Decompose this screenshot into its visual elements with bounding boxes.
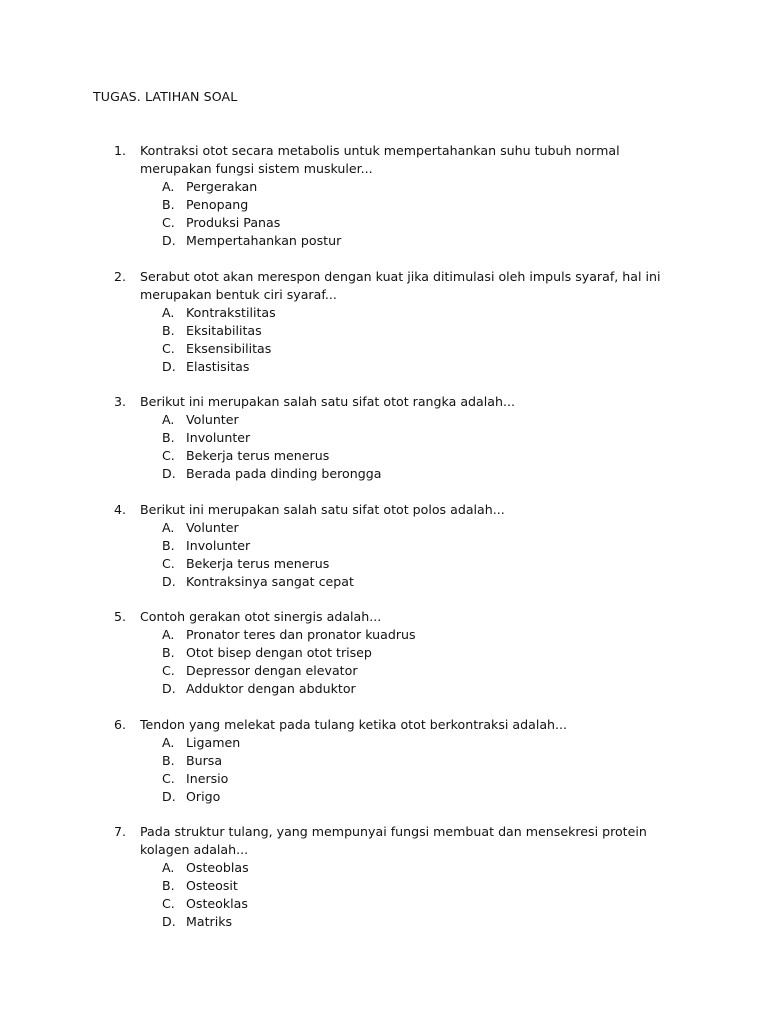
option-text: Kontraksinya sangat cepat bbox=[186, 573, 354, 589]
option-text: Osteoklas bbox=[186, 896, 248, 911]
answer-options bbox=[0, 859, 768, 931]
question-text: Contoh gerakan otot sinergis adalah... bbox=[140, 609, 382, 624]
option-letter: A. bbox=[162, 627, 175, 642]
answer-option bbox=[0, 913, 768, 931]
option-letter: C. bbox=[162, 340, 175, 356]
option-letter: B. bbox=[162, 878, 175, 893]
option-letter: C. bbox=[162, 663, 175, 678]
option-text: Involunter bbox=[186, 430, 251, 445]
question-text: Berikut ini merupakan salah satu sifat otot polos adalah... bbox=[140, 501, 505, 517]
answer-option bbox=[0, 662, 768, 680]
option-text: Eksensibilitas bbox=[186, 340, 272, 356]
question-item bbox=[0, 268, 768, 376]
option-letter: B. bbox=[162, 645, 175, 660]
answer-option bbox=[0, 788, 768, 806]
answer-option bbox=[0, 214, 768, 232]
option-letter: A. bbox=[162, 304, 175, 320]
answer-option bbox=[0, 859, 768, 877]
option-letter: A. bbox=[162, 519, 175, 535]
answer-options bbox=[0, 411, 768, 483]
option-letter: C. bbox=[162, 896, 175, 911]
answer-options bbox=[0, 626, 768, 698]
option-letter: D. bbox=[162, 681, 176, 696]
option-text: Otot bisep dengan otot trisep bbox=[186, 645, 372, 660]
answer-option bbox=[0, 555, 768, 573]
option-text: Volunter bbox=[186, 519, 239, 535]
option-letter: B. bbox=[162, 430, 175, 445]
answer-option bbox=[0, 519, 768, 537]
answer-option bbox=[0, 411, 768, 429]
answer-option bbox=[0, 465, 768, 483]
answer-options bbox=[0, 178, 768, 250]
option-letter: C. bbox=[162, 555, 175, 571]
answer-option bbox=[0, 644, 768, 662]
option-letter: D. bbox=[162, 573, 176, 589]
option-text: Involunter bbox=[186, 537, 251, 553]
answer-option bbox=[0, 447, 768, 465]
option-text: Produksi Panas bbox=[186, 215, 281, 230]
answer-options bbox=[0, 519, 768, 591]
answer-option bbox=[0, 752, 768, 770]
answer-option bbox=[0, 429, 768, 447]
question-number: 5. bbox=[114, 609, 127, 624]
answer-option bbox=[0, 537, 768, 555]
option-text: Eksitabilitas bbox=[186, 322, 262, 338]
answer-options bbox=[0, 304, 768, 376]
option-letter: D. bbox=[162, 788, 176, 804]
option-text: Osteosit bbox=[186, 878, 238, 893]
option-letter: A. bbox=[162, 179, 175, 194]
answer-option bbox=[0, 340, 768, 358]
answer-option bbox=[0, 734, 768, 752]
question-number: 2. bbox=[114, 268, 127, 284]
question-number: 7. bbox=[114, 824, 127, 839]
option-letter: D. bbox=[162, 233, 176, 248]
question-item bbox=[0, 823, 768, 931]
question-text: Serabut otot akan merespon dengan kuat jika ditimulasi oleh impuls syaraf, hal ini merupakan bentuk ciri syaraf... bbox=[140, 268, 661, 302]
option-letter: D. bbox=[162, 466, 176, 481]
answer-option bbox=[0, 626, 768, 644]
option-text: Elastisitas bbox=[186, 358, 250, 374]
document-title: TUGAS. LATIHAN SOAL bbox=[93, 89, 238, 104]
option-text: Pronator teres dan pronator kuadrus bbox=[186, 627, 416, 642]
option-letter: A. bbox=[162, 412, 175, 427]
answer-option bbox=[0, 358, 768, 376]
option-text: Kontrakstilitas bbox=[186, 304, 276, 320]
option-letter: A. bbox=[162, 734, 175, 750]
answer-option bbox=[0, 680, 768, 698]
question-list bbox=[0, 142, 768, 949]
answer-option bbox=[0, 196, 768, 214]
option-text: Bursa bbox=[186, 752, 223, 768]
option-text: Bekerja terus menerus bbox=[186, 448, 330, 463]
option-text: Penopang bbox=[186, 197, 249, 212]
option-letter: C. bbox=[162, 215, 175, 230]
option-letter: C. bbox=[162, 448, 175, 463]
question-number: 6. bbox=[114, 716, 127, 732]
option-letter: D. bbox=[162, 914, 176, 929]
option-text: Ligamen bbox=[186, 734, 241, 750]
option-text: Matriks bbox=[186, 914, 233, 929]
option-text: Depressor dengan elevator bbox=[186, 663, 358, 678]
question-number: 3. bbox=[114, 394, 127, 409]
question-number: 1. bbox=[114, 143, 127, 158]
answer-option bbox=[0, 304, 768, 322]
option-text: Inersio bbox=[186, 770, 229, 786]
question-item bbox=[0, 608, 768, 698]
option-letter: B. bbox=[162, 537, 175, 553]
answer-options bbox=[0, 734, 768, 806]
answer-option bbox=[0, 877, 768, 895]
option-letter: D. bbox=[162, 358, 176, 374]
option-text: Osteoblas bbox=[186, 860, 249, 875]
question-item bbox=[0, 393, 768, 483]
option-text: Berada pada dinding berongga bbox=[186, 466, 382, 481]
question-number: 4. bbox=[114, 501, 127, 517]
option-letter: C. bbox=[162, 770, 175, 786]
question-item bbox=[0, 501, 768, 591]
answer-option bbox=[0, 573, 768, 591]
question-text: Berikut ini merupakan salah satu sifat otot rangka adalah... bbox=[140, 394, 515, 409]
answer-option bbox=[0, 178, 768, 196]
question-text: Pada struktur tulang, yang mempunyai fungsi membuat dan mensekresi protein kolagen adalah... bbox=[140, 824, 647, 857]
question-text: Kontraksi otot secara metabolis untuk mempertahankan suhu tubuh normal merupakan fungsi sistem muskuler... bbox=[140, 143, 620, 176]
option-letter: B. bbox=[162, 752, 175, 768]
option-text: Origo bbox=[186, 788, 221, 804]
answer-option bbox=[0, 770, 768, 788]
answer-option bbox=[0, 322, 768, 340]
option-letter: A. bbox=[162, 860, 175, 875]
answer-option bbox=[0, 895, 768, 913]
option-letter: B. bbox=[162, 322, 175, 338]
answer-option bbox=[0, 232, 768, 250]
option-text: Volunter bbox=[186, 412, 239, 427]
question-item bbox=[0, 716, 768, 806]
question-text: Tendon yang melekat pada tulang ketika otot berkontraksi adalah... bbox=[140, 716, 568, 732]
option-letter: B. bbox=[162, 197, 175, 212]
option-text: Adduktor dengan abduktor bbox=[186, 681, 356, 696]
option-text: Mempertahankan postur bbox=[186, 233, 342, 248]
option-text: Pergerakan bbox=[186, 179, 258, 194]
option-text: Bekerja terus menerus bbox=[186, 555, 330, 571]
question-item bbox=[0, 142, 768, 250]
